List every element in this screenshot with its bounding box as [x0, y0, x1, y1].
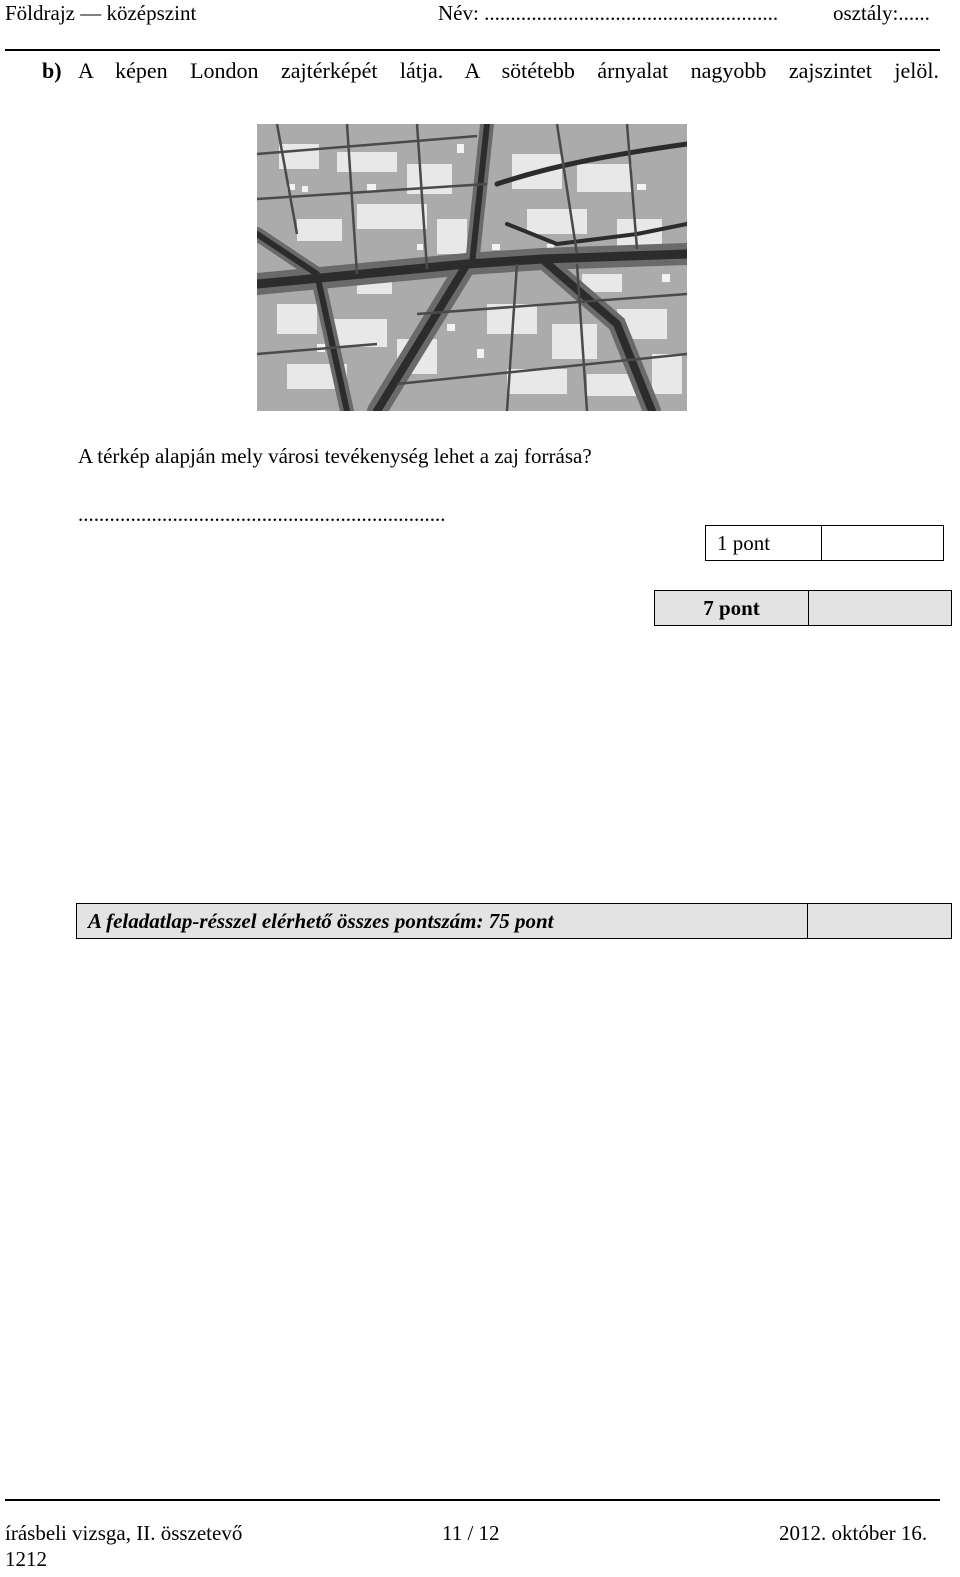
item-score-box	[705, 525, 944, 561]
item-score-label: 1 pont	[706, 526, 822, 560]
header-subject: Földrajz — középszint	[5, 1, 197, 25]
footer-date: 2012. október 16.	[779, 1521, 928, 1545]
footer-rule	[5, 1499, 940, 1501]
sheet-total-box	[76, 903, 952, 939]
task-score-box	[654, 590, 952, 626]
task-text: A képen London zajtérképét látja. A sötétebb árnyalat nagyobb zajszintet jelöl.	[78, 58, 939, 83]
noise-map-image	[257, 124, 687, 411]
header-class-field: osztály:......	[833, 1, 930, 25]
question-text: A térkép alapján mely városi tevékenység lehet a zaj forrása?	[78, 444, 592, 468]
sheet-total-cell[interactable]	[808, 904, 951, 938]
footer-code: 1212	[5, 1547, 47, 1571]
task-marker: b)	[42, 58, 62, 83]
answer-line[interactable]: ......................................................................	[78, 502, 446, 526]
header-name-field: Név: ........................................................	[438, 1, 779, 25]
header-rule	[5, 49, 940, 51]
sheet-total-label: A feladatlap-résszel elérhető összes pontszám: 75 pont	[77, 904, 808, 938]
task-score-label: 7 pont	[655, 591, 809, 625]
footer-page-number: 11 / 12	[442, 1521, 500, 1545]
footer-exam-part: írásbeli vizsga, II. összetevő	[5, 1521, 243, 1545]
item-score-cell[interactable]	[822, 526, 943, 560]
task-score-cell[interactable]	[809, 591, 951, 625]
